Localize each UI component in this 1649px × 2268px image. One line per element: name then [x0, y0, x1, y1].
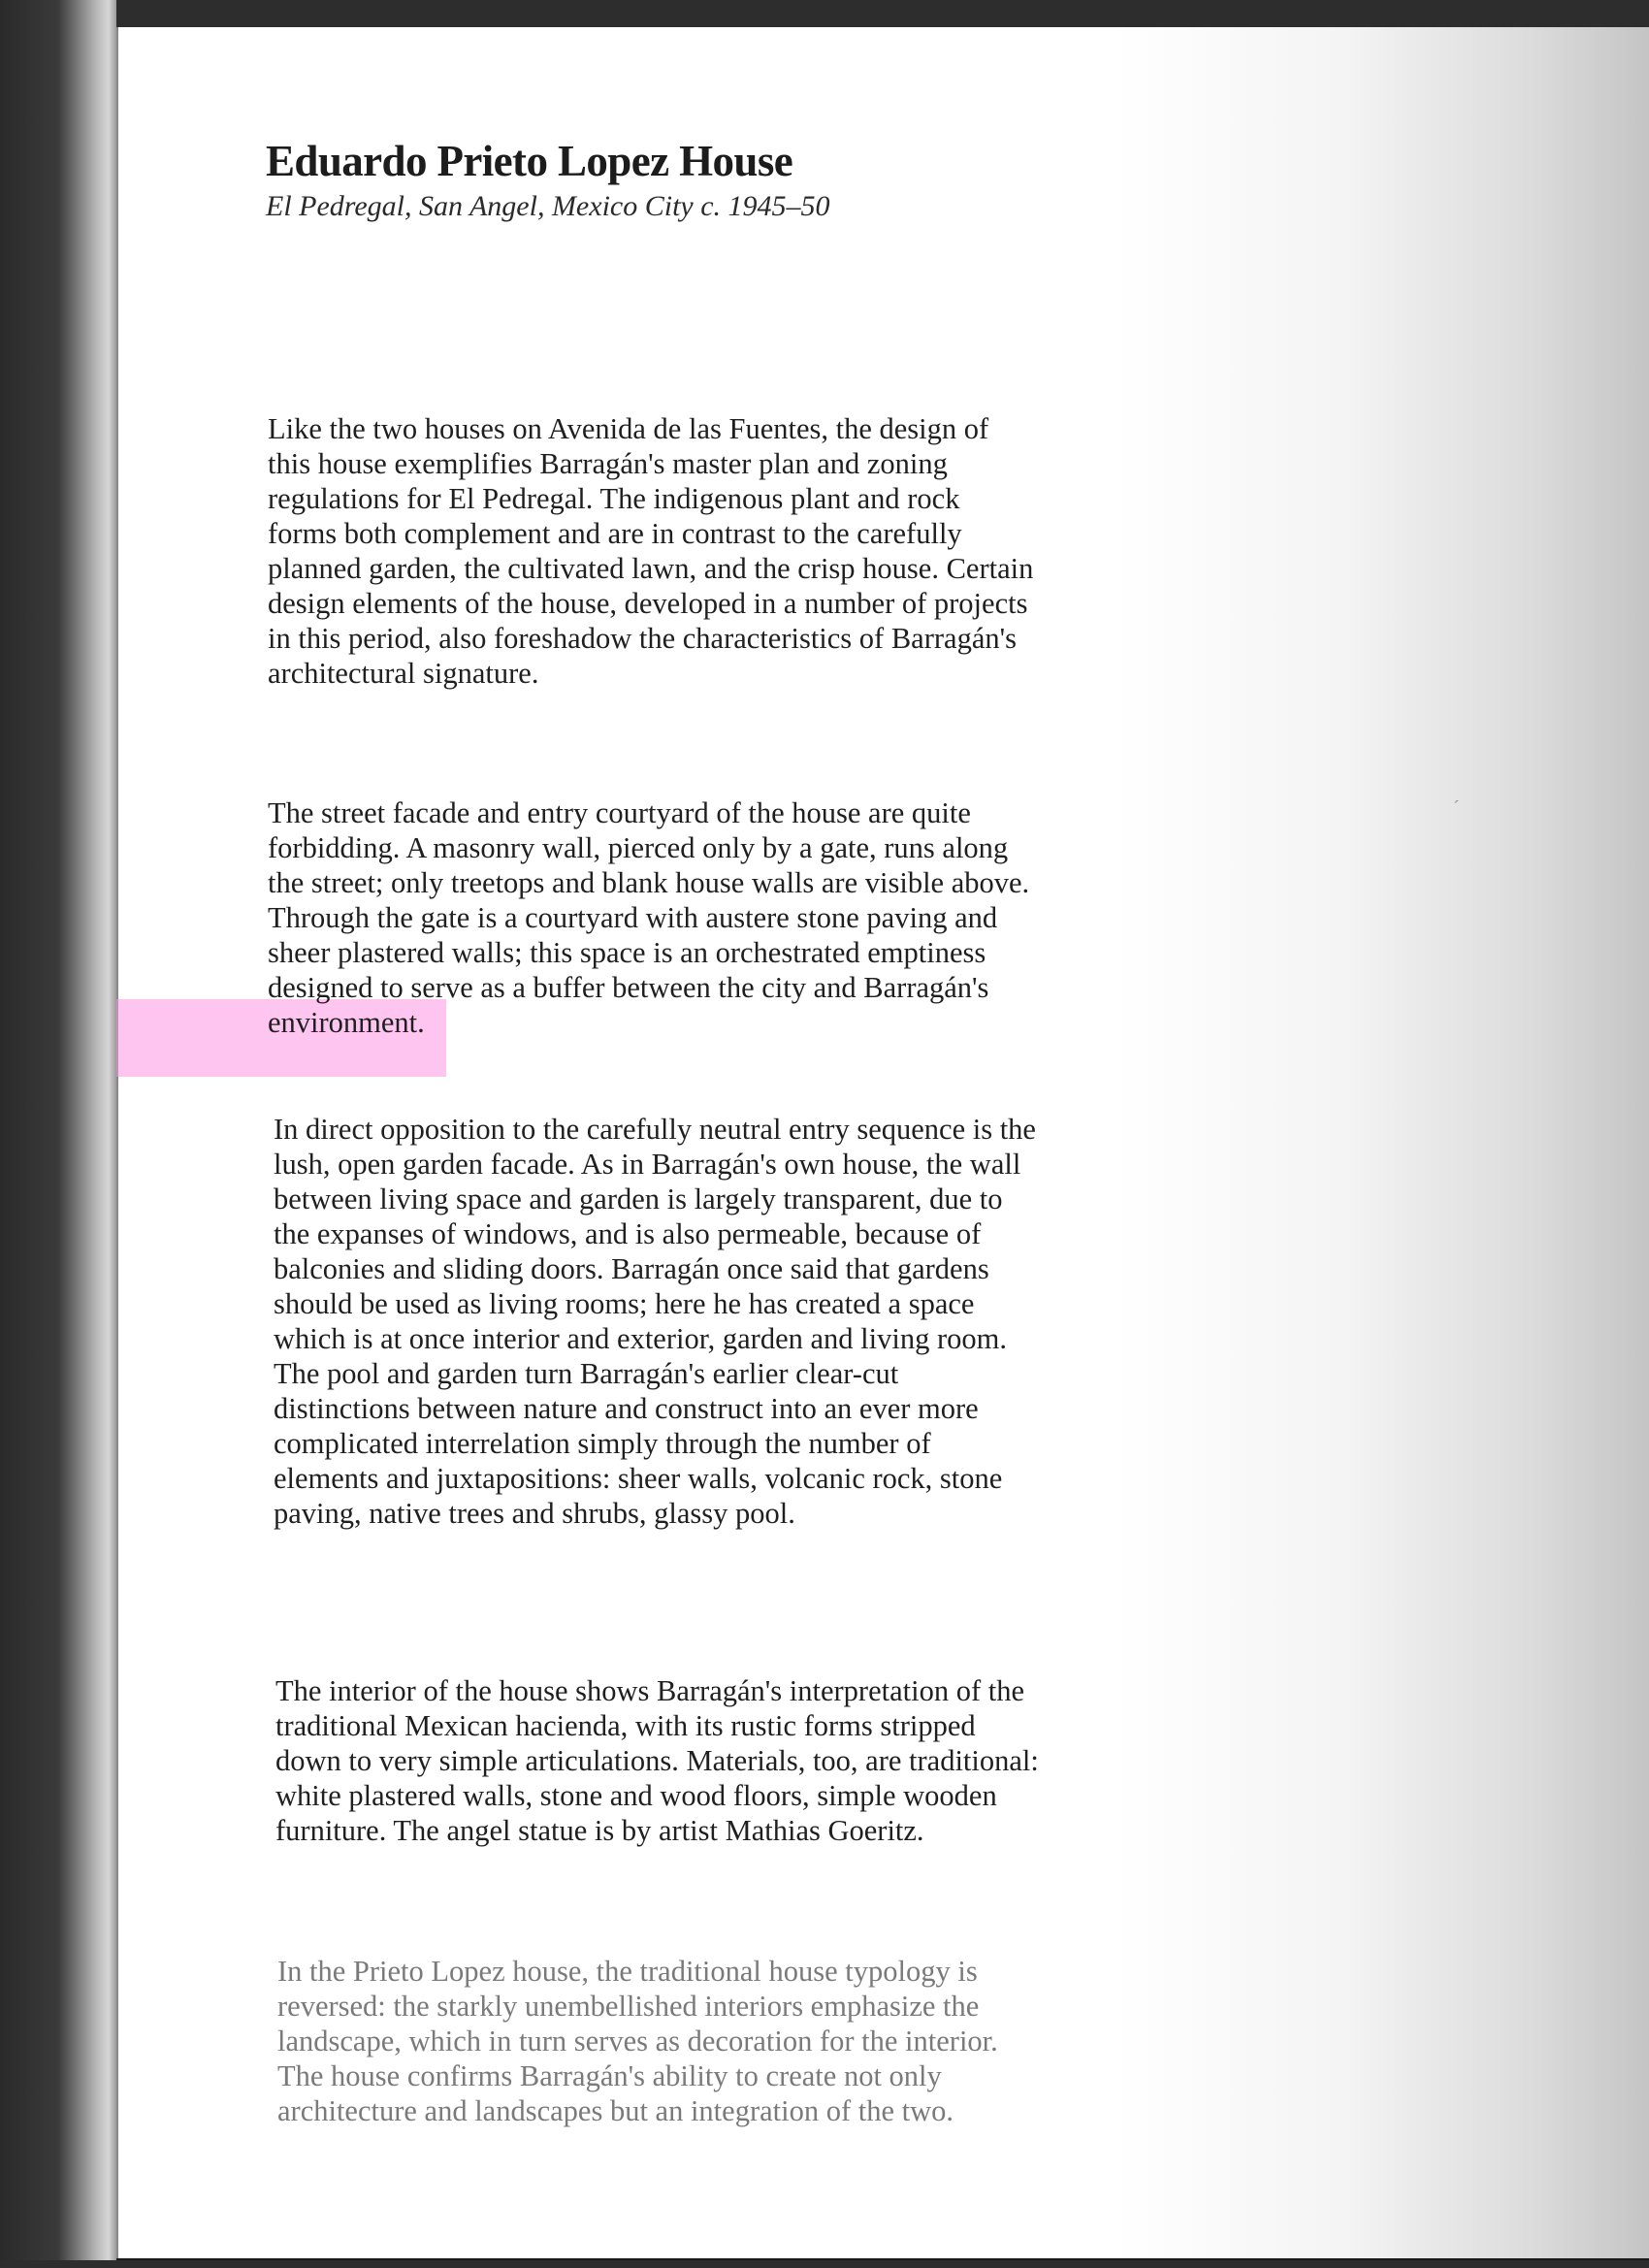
scan-top-edge — [0, 0, 1649, 29]
page-title: Eduardo Prieto Lopez House — [266, 137, 793, 185]
scan-bottom-edge — [0, 2260, 1649, 2268]
paragraph-5-faded: In the Prieto Lopez house, the traditional house typology is reversed: the starkly unembellished interiors emphasize the landscape, which in turn serves as decoration for the interior. The house confirms Barragán's ability to create not only architecture and landscapes but an integration of the two. — [277, 1955, 998, 2127]
paragraph-2: The street facade and entry courtyard of the house are quite forbidding. A masonry wall, pierced only by a gate, runs along the street; only treetops and blank house walls are visible above. Through the gate is a courtyard with austere stone paving and sheer plastered walls; this space is an orchestrated emptiness designed to serve as a buffer between the city and Barragán's environment. — [268, 796, 1030, 1039]
book-spine-edge — [0, 0, 116, 2268]
paragraph-4: The interior of the house shows Barragán's interpretation of the traditional Mexican hacienda, with its rustic forms stripped down to very simple articulations. Materials, too, are traditional: white plastered walls, stone and wood floors, simple wooden furniture. The angel statue is by artist Mathias Goeritz. — [275, 1674, 1039, 1847]
pencil-mark: ´ — [1453, 797, 1460, 819]
page-subtitle: El Pedregal, San Angel, Mexico City c. 1945–50 — [266, 190, 830, 222]
paragraph-1: Like the two houses on Avenida de las Fuentes, the design of this house exemplifies Barragán's master plan and zoning regulations for El Pedregal. The indigenous plant and rock forms both complement and are in contrast to the carefully planned garden, the cultivated lawn, and the crisp house. Certain design elements of the house, developed in a number of projects in this period, also foreshadow the characteristics of Barragán's architectural signature. — [268, 412, 1034, 690]
paragraph-3: In direct opposition to the carefully neutral entry sequence is the lush, open garden facade. As in Barragán's own house, the wall between living space and garden is largely transparent, due to the expanses of windows, and is also permeable, because of balconies and sliding doors. Barragán once said that gardens should be used as living rooms; here he has created a space which is at once interior and exterior, garden and living room. The pool and garden turn Barragán's earlier clear-cut distinctions between nature and construct into an ever more complicated interrelation simply through the number of elements and juxtapositions: sheer walls, volcanic rock, stone paving, native trees and shrubs, glassy pool. — [274, 1113, 1036, 1530]
